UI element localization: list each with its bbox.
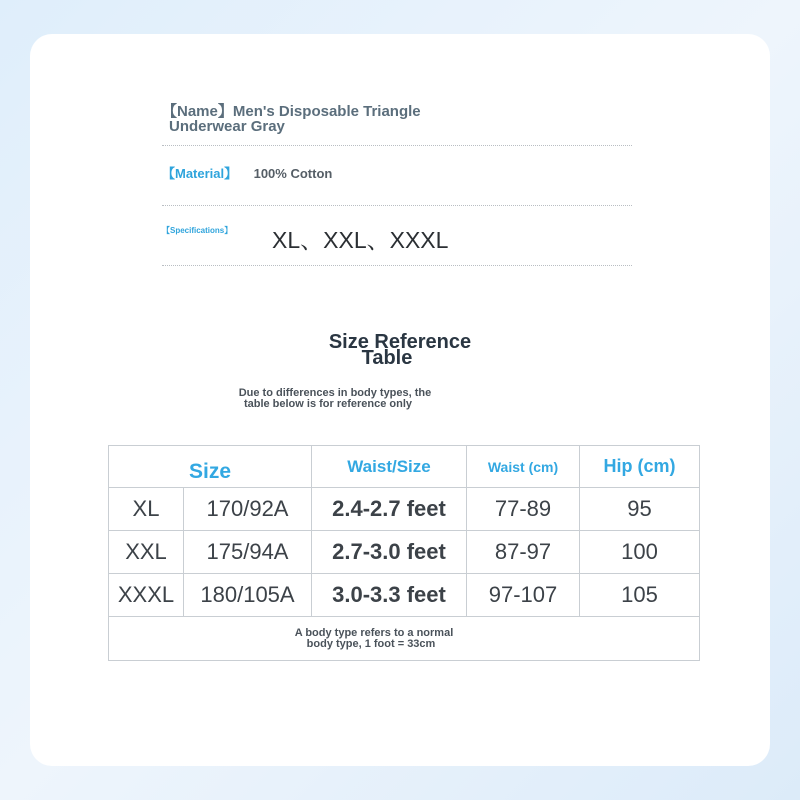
table-row	[109, 574, 700, 617]
table-header-row	[109, 446, 700, 488]
cell-height: 175/94A	[184, 531, 312, 574]
footnote-line1: A body type refers to a normal	[294, 626, 454, 639]
size-table-title	[300, 331, 500, 369]
table-row	[109, 531, 700, 574]
note-line2: table below is for reference only	[243, 398, 413, 410]
specifications-label: 【Specifications】	[162, 226, 233, 235]
name-value-line2: Underwear Gray	[169, 118, 285, 135]
cell-waist-cm: 87-97	[467, 531, 580, 574]
divider	[162, 145, 632, 146]
cell-hip-cm: 95	[580, 488, 700, 531]
name-label: 【Name】	[162, 103, 233, 120]
cell-size: XL	[109, 488, 184, 531]
cell-waist-size: 3.0-3.3 feet	[312, 574, 467, 617]
material-row	[162, 163, 632, 183]
cell-size: XXXL	[109, 574, 184, 617]
cell-height: 180/105A	[184, 574, 312, 617]
material-label: 【Material】	[162, 166, 238, 181]
reference-note	[200, 388, 470, 410]
material-value: 100% Cotton	[253, 166, 333, 181]
header-hip-cm: Hip (cm)	[580, 446, 700, 488]
name-value-line1: Men's Disposable Triangle	[232, 103, 421, 120]
specifications-value: XL、XXL、XXXL	[272, 227, 449, 253]
table-row	[109, 488, 700, 531]
cell-waist-cm: 77-89	[467, 488, 580, 531]
title-line1: Size Reference	[328, 331, 472, 353]
header-waist-cm: Waist (cm)	[467, 446, 580, 488]
header-size: Size	[109, 446, 312, 488]
cell-waist-size: 2.4-2.7 feet	[312, 488, 467, 531]
cell-waist-cm: 97-107	[467, 574, 580, 617]
cell-size: XXL	[109, 531, 184, 574]
table-footnote-row	[109, 617, 700, 661]
note-line1: Due to differences in body types, the	[238, 387, 432, 399]
divider	[162, 265, 632, 266]
title-line2: Table	[361, 347, 413, 369]
divider	[162, 205, 632, 206]
cell-hip-cm: 105	[580, 574, 700, 617]
name-row	[162, 104, 632, 134]
size-reference-table	[108, 445, 700, 661]
cell-hip-cm: 100	[580, 531, 700, 574]
header-waist-size: Waist/Size	[312, 446, 467, 488]
table-footnote	[109, 617, 700, 661]
cell-height: 170/92A	[184, 488, 312, 531]
cell-waist-size: 2.7-3.0 feet	[312, 531, 467, 574]
footnote-line2: body type, 1 foot = 33cm	[306, 637, 436, 650]
